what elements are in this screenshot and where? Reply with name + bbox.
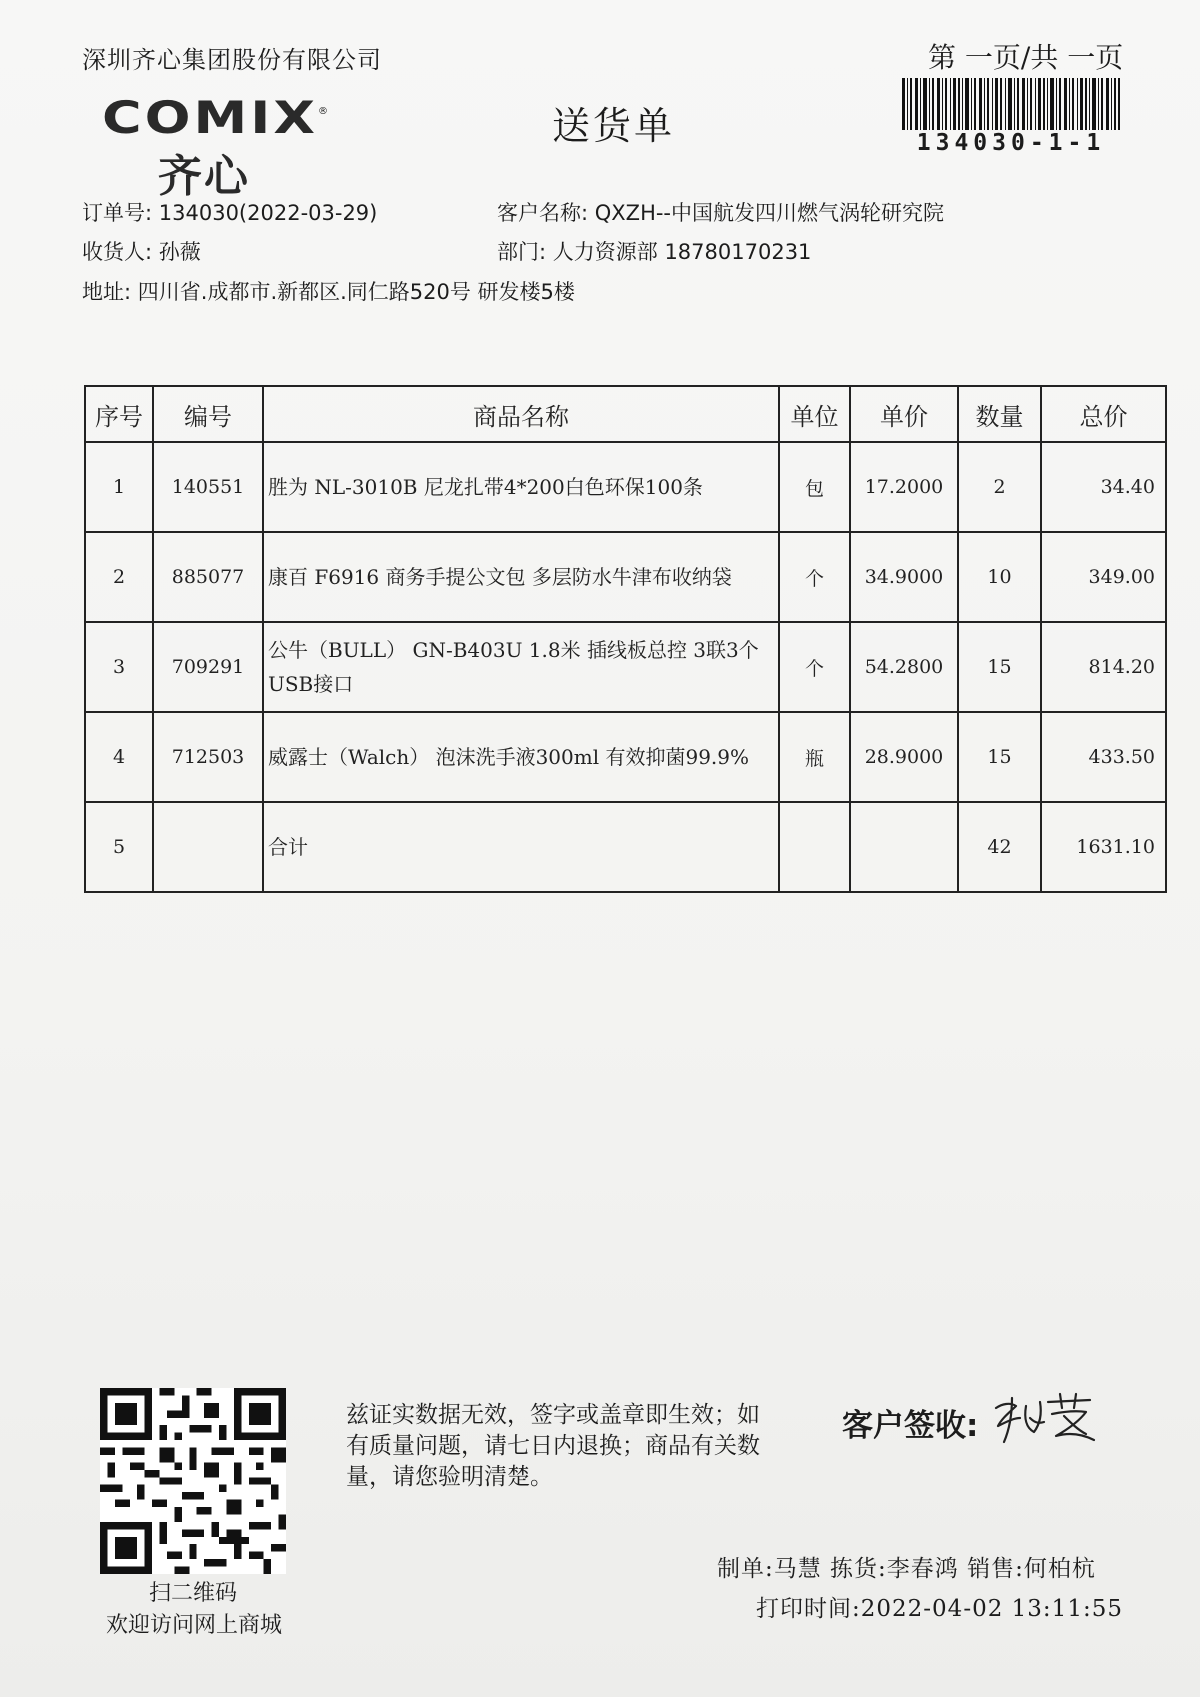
cell-price: 34.9000: [850, 532, 958, 622]
staff-info: 制单:马慧 拣货:李春鸿 销售:何柏杭: [717, 1556, 1096, 1582]
cell-qty: 42: [958, 802, 1041, 892]
cell-price: 28.9000: [850, 712, 958, 802]
cell-total: 814.20: [1041, 622, 1166, 712]
department-label: 部门:: [497, 240, 547, 264]
order-number-field: [82, 197, 377, 227]
header-total: 总价: [1041, 386, 1166, 442]
cell-code: 709291: [153, 622, 263, 712]
cell-code: 885077: [153, 532, 263, 622]
table-row: [85, 622, 1166, 712]
cell-qty: 15: [958, 712, 1041, 802]
cell-seq: 4: [85, 712, 153, 802]
cell-seq: 1: [85, 442, 153, 532]
cell-total: 433.50: [1041, 712, 1166, 802]
comix-logo-chinese: 齐心: [158, 151, 250, 202]
qr-caption-scan: 扫二维码: [148, 1581, 237, 1606]
goods-table: [84, 385, 1167, 893]
cell-name: 康百 F6916 商务手提公文包 多层防水牛津布收纳袋: [263, 532, 779, 622]
cell-unit: 个: [779, 532, 850, 622]
document-title: 送货单: [552, 104, 676, 148]
address-label: 地址:: [82, 280, 132, 304]
cell-name: 胜为 NL-3010B 尼龙扎带4*200白色环保100条: [263, 442, 779, 532]
receiver-value: 孙薇: [158, 240, 201, 264]
customer-sign-label: 客户签收:: [842, 1408, 979, 1444]
company-name: 深圳齐心集团股份有限公司: [82, 46, 382, 74]
header-seq: 序号: [85, 386, 153, 442]
qr-code-icon: [100, 1388, 286, 1574]
table-row: [85, 712, 1166, 802]
notice-text: 兹证实数据无效，签字或盖章即生效；如有质量问题，请七日内退换；商品有关数量，请您验明清楚。: [346, 1402, 760, 1490]
header-unit: 单位: [779, 386, 850, 442]
cell-unit: 瓶: [779, 712, 850, 802]
qr-caption-welcome: 欢迎访问网上商城: [105, 1613, 282, 1638]
customer-label: 客户名称:: [497, 201, 589, 225]
header-qty: 数量: [958, 386, 1041, 442]
comix-logo-text: COMIX: [102, 92, 318, 144]
cell-total: 34.40: [1041, 442, 1166, 532]
cell-seq: 2: [85, 532, 153, 622]
address-value: 四川省.成都市.新都区.同仁路520号 研发楼5楼: [137, 280, 575, 304]
cell-code: 140551: [153, 442, 263, 532]
receiver-label: 收货人:: [82, 240, 153, 264]
cell-qty: 2: [958, 442, 1041, 532]
order-number-label: 订单号:: [82, 201, 153, 225]
cell-code: [153, 802, 263, 892]
customer-field: [497, 197, 944, 227]
cell-price: [850, 802, 958, 892]
header-code: 编号: [153, 386, 263, 442]
receiver-field: [82, 236, 201, 266]
cell-name: 公牛（BULL） GN-B403U 1.8米 插线板总控 3联3个USB接口: [263, 622, 779, 712]
cell-code: 712503: [153, 712, 263, 802]
order-number-value: 134030(2022-03-29): [158, 201, 378, 225]
cell-unit: [779, 802, 850, 892]
cell-price: 54.2800: [850, 622, 958, 712]
cell-seq: 5: [85, 802, 153, 892]
table-header-row: [85, 386, 1166, 442]
cell-unit: 包: [779, 442, 850, 532]
cell-price: 17.2000: [850, 442, 958, 532]
table-row: [85, 532, 1166, 622]
print-time: 打印时间:2022-04-02 13:11:55: [756, 1596, 1123, 1622]
cell-seq: 3: [85, 622, 153, 712]
department-value: 人力资源部 18780170231: [552, 240, 812, 264]
cell-name: 合计: [263, 802, 779, 892]
barcode-number: 134030-1-1: [916, 130, 1106, 156]
address-field: [82, 276, 575, 306]
cell-unit: 个: [779, 622, 850, 712]
department-field: [497, 236, 811, 266]
handwritten-signature: [990, 1388, 1100, 1450]
barcode-icon: [902, 78, 1120, 130]
cell-total: 349.00: [1041, 532, 1166, 622]
customer-value: QXZH--中国航发四川燃气涡轮研究院: [594, 201, 945, 225]
registered-mark: ®: [318, 106, 328, 117]
cell-name: 威露士（Walch） 泡沫洗手液300ml 有效抑菌99.9%: [263, 712, 779, 802]
cell-qty: 10: [958, 532, 1041, 622]
table-row: [85, 442, 1166, 532]
header-price: 单价: [850, 386, 958, 442]
header-name: 商品名称: [263, 386, 779, 442]
table-total-row: [85, 802, 1166, 892]
cell-qty: 15: [958, 622, 1041, 712]
page-info: 第 一页/共 一页: [928, 41, 1124, 74]
cell-total: 1631.10: [1041, 802, 1166, 892]
